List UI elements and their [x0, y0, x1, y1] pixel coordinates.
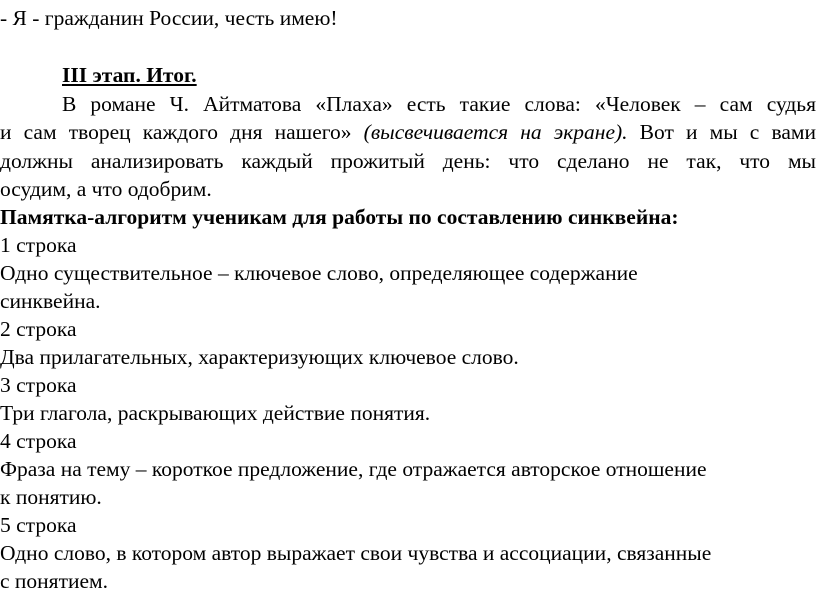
row-2-label: 2 строка: [0, 317, 77, 341]
stage-heading-text: III этап. Итог.: [62, 63, 197, 87]
paragraph-line-2: [0, 118, 816, 146]
paragraph-line-4: осудим, а что одобрим.: [0, 177, 212, 201]
row-1-label: 1 строка: [0, 233, 77, 257]
row-3-label: 3 строка: [0, 373, 77, 397]
row-5-text-line-2: с понятием.: [0, 569, 108, 593]
row-4-label: 4 строка: [0, 429, 77, 453]
paragraph-line-2-italic: (высвечивается на экране).: [363, 120, 628, 144]
row-4-text-line-1: Фраза на тему – короткое предложение, где отражается авторское отношение: [0, 457, 707, 481]
paragraph-line-2-end: Вот и мы с вами: [627, 120, 816, 144]
row-1-text-line-2: синквейна.: [0, 289, 101, 313]
row-4-text-line-2: к понятию.: [0, 485, 102, 509]
paragraph-line-3: должны анализировать каждый прожитый день: что сделано не так, что мы: [0, 149, 816, 173]
memo-heading: Памятка-алгоритм ученикам для работы по составлению синквейна:: [0, 205, 679, 229]
paragraph-line-1: В романе Ч. Айтматова «Плаха» есть такие слова: «Человек – сам судья: [62, 92, 816, 116]
row-1-text-line-1: Одно существительное – ключевое слово, определяющее содержание: [0, 261, 638, 285]
row-5-text-line-1: Одно слово, в котором автор выражает свои чувства и ассоциации, связанные: [0, 541, 712, 565]
paragraph-line-2-start: и сам творец каждого дня нашего»: [0, 120, 364, 144]
row-5-label: 5 строка: [0, 513, 77, 537]
row-3-text-line-1: Три глагола, раскрывающих действие понятия.: [0, 401, 431, 425]
row-2-text-line-1: Два прилагательных, характеризующих ключевое слово.: [0, 345, 519, 369]
stage-heading: [0, 61, 816, 89]
epigraph: - Я - гражданин России, честь имею!: [0, 6, 338, 30]
